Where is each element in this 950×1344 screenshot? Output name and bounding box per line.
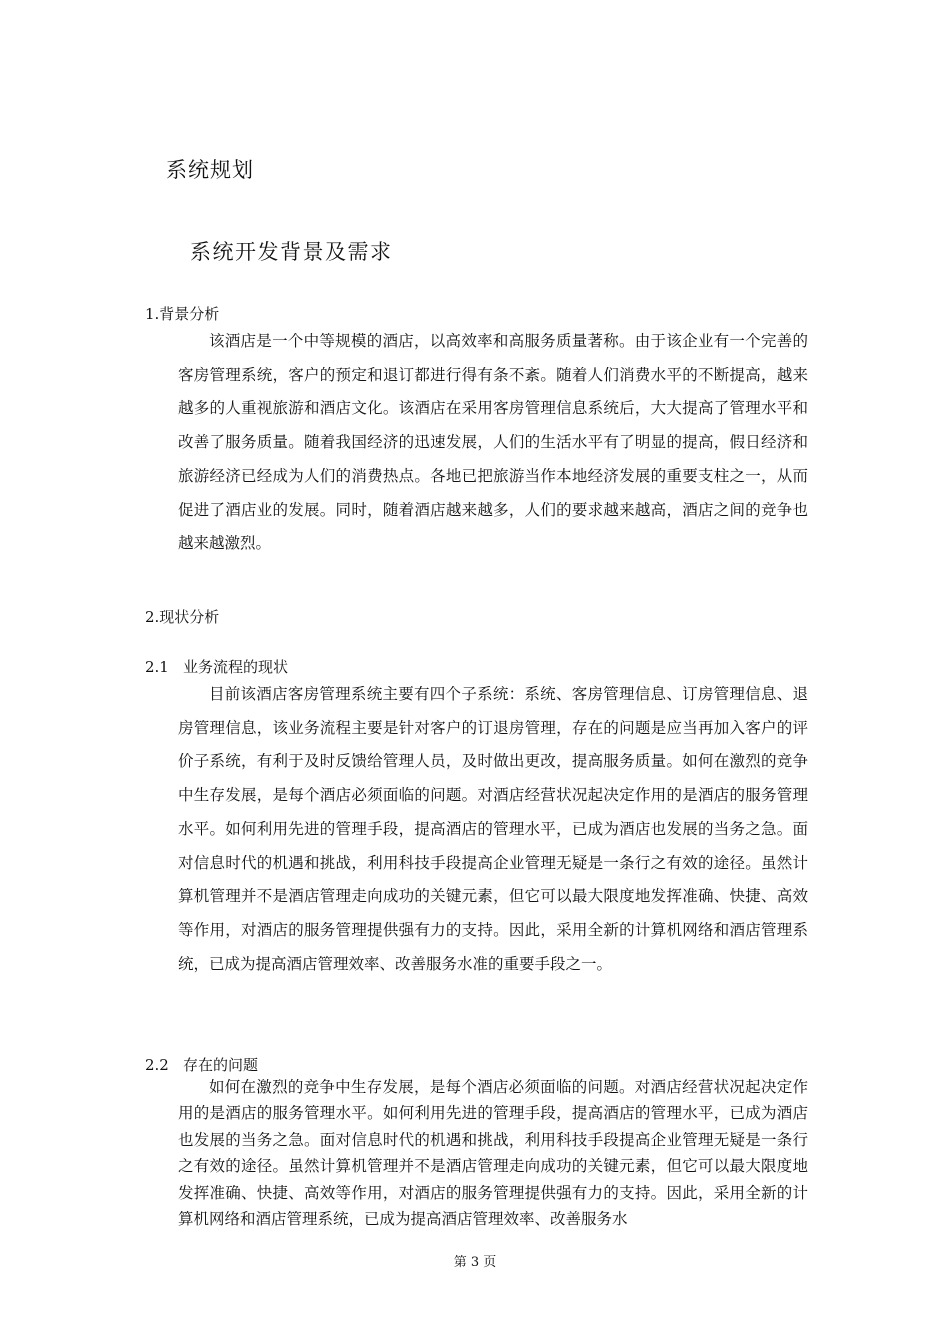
section-number: 2.1 xyxy=(145,658,169,676)
workflow-paragraph: 目前该酒店客房管理系统主要有四个子系统：系统、客房管理信息、订房管理信息、退房管理信息，该业务流程主要是针对客户的订退房管理，存在的问题是应当再加入客户的评价子系统，有利于及时反馈给管理人员，及时做出更改，提高服务质量。如何在激烈的竞争中生存发展，是每个酒店必须面临的问题。对酒店经营状况起决定作用的是酒店的服务管理水平。如何利用先进的管理手段，提高酒店的管理水平，已成为酒店也发展的当务之急。面对信息时代的机遇和挑战，利用科技手段提高企业管理无疑是一条行之有效的途径。虽然计算机管理并不是酒店管理走向成功的关键元素，但它可以最大限度地发挥准确、快捷、高效等作用，对酒店的服务管理提供强有力的支持。因此，采用全新的计算机网络和酒店管理系统，已成为提高酒店管理效率、改善服务水准的重要手段之一。 xyxy=(178,685,808,973)
page-number: 第 3 页 xyxy=(453,1255,497,1270)
section-title-problems xyxy=(145,1054,258,1075)
main-heading: 系统规划 xyxy=(166,158,254,182)
section-label: 业务流程的现状 xyxy=(183,658,289,676)
section-title-status: 2.现状分析 xyxy=(145,608,220,626)
section-title-background: 1.背景分析 xyxy=(145,305,220,323)
background-paragraph: 该酒店是一个中等规模的酒店，以高效率和高服务质量著称。由于该企业有一个完善的客房管理系统，客户的预定和退订都进行得有条不紊。随着人们消费水平的不断提高，越来越多的人重视旅游和酒店文化。该酒店在采用客房管理信息系统后，大大提高了管理水平和改善了服务质量。随着我国经济的迅速发展，人们的生活水平有了明显的提高，假日经济和旅游经济已经成为人们的消费热点。各地已把旅游当作本地经济发展的重要支柱之一，从而促进了酒店业的发展。同时，随着酒店越来越多，人们的要求越来越高，酒店之间的竞争也越来越激烈。 xyxy=(178,332,808,553)
problems-paragraph: 如何在激烈的竞争中生存发展，是每个酒店必须面临的问题。对酒店经营状况起决定作用的是酒店的服务管理水平。如何利用先进的管理手段，提高酒店的管理水平，已成为酒店也发展的当务之急。面对信息时代的机遇和挑战，利用科技手段提高企业管理无疑是一条行之有效的途径。虽然计算机管理并不是酒店管理走向成功的关键元素，但它可以最大限度地发挥准确、快捷、高效等作用，对酒店的服务管理提供强有力的支持。因此，采用全新的计算机网络和酒店管理系统，已成为提高酒店管理效率、改善服务水 xyxy=(178,1078,808,1229)
section-label: 存在的问题 xyxy=(183,1056,259,1074)
section-number: 2.2 xyxy=(145,1056,169,1074)
sub-heading: 系统开发背景及需求 xyxy=(190,240,393,264)
section-title-workflow xyxy=(145,656,288,677)
